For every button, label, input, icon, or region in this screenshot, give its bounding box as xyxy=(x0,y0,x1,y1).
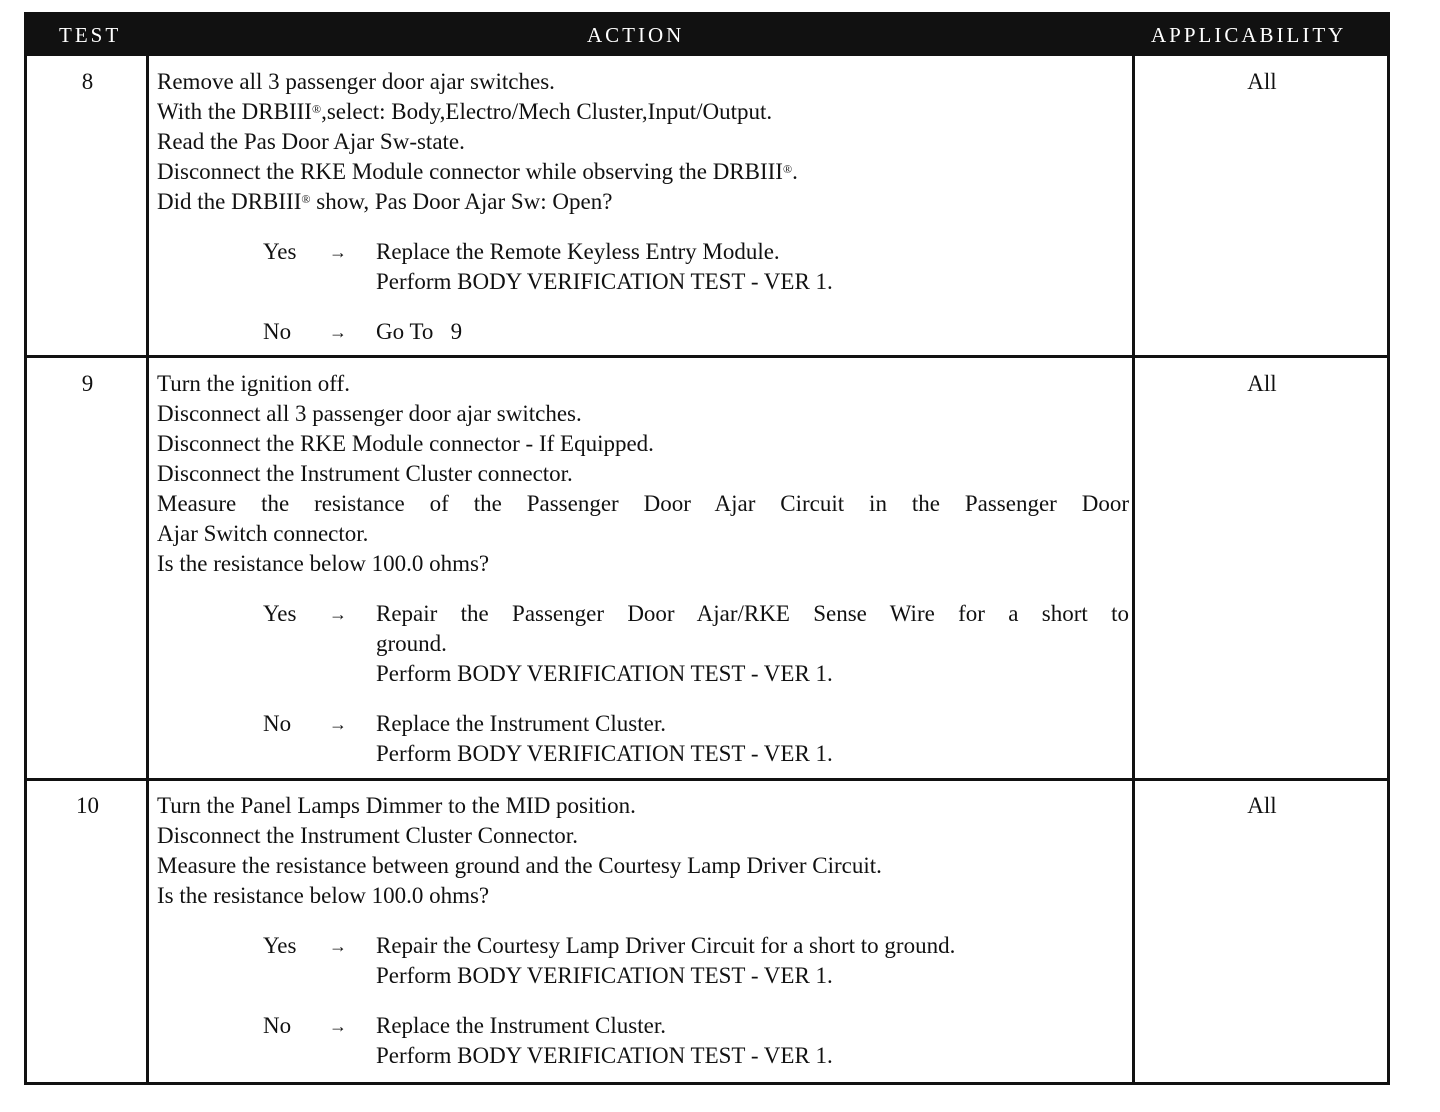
yes-label: Yes xyxy=(263,239,297,264)
test-number: 10 xyxy=(76,793,99,818)
right-arrow-icon: → xyxy=(329,1016,347,1036)
registered-mark: ® xyxy=(311,102,322,116)
action-step: Turn the Panel Lamps Dimmer to the MID position. xyxy=(157,793,636,818)
action-step: Turn the ignition off. xyxy=(157,371,350,396)
no-result-line: Replace the Instrument Cluster. xyxy=(376,711,666,736)
header-test: TEST xyxy=(59,23,122,47)
action-cell xyxy=(157,791,1129,1071)
header-applicability: APPLICABILITY xyxy=(1151,23,1347,47)
applicability-value: All xyxy=(1247,69,1277,94)
yes-branch xyxy=(157,931,1129,991)
action-step: Measure the resistance of the Passenger Door Ajar Circuit in the Passenger Door xyxy=(157,491,1129,516)
test-number: 9 xyxy=(81,371,94,396)
action-step: Disconnect the Instrument Cluster Connector. xyxy=(157,823,578,848)
action-step: Remove all 3 passenger door ajar switches. xyxy=(157,69,555,94)
row-divider-10 xyxy=(27,778,1387,781)
yes-result-line: Perform BODY VERIFICATION TEST - VER 1. xyxy=(376,963,833,988)
right-arrow-icon: → xyxy=(329,242,347,262)
yes-result-line: Perform BODY VERIFICATION TEST - VER 1. xyxy=(376,269,833,294)
registered-mark: ® xyxy=(301,192,311,206)
no-label: No xyxy=(263,319,292,344)
yes-branch xyxy=(157,599,1129,689)
right-arrow-icon: → xyxy=(329,604,347,624)
yes-label: Yes xyxy=(263,601,297,626)
column-divider-applicability xyxy=(1132,56,1135,1082)
registered-mark: ® xyxy=(782,162,793,176)
no-result-line: Perform BODY VERIFICATION TEST - VER 1. xyxy=(376,741,833,766)
action-step: Ajar Switch connector. xyxy=(157,521,369,546)
action-step: Disconnect the RKE Module connector while observing the DRBIII®. xyxy=(157,159,798,184)
yes-branch xyxy=(157,237,1129,297)
row-divider-9 xyxy=(27,355,1387,358)
no-branch xyxy=(157,317,1129,347)
yes-result-line: ground. xyxy=(376,631,447,656)
action-step: Read the Pas Door Ajar Sw-state. xyxy=(157,129,465,154)
no-result-line: Replace the Instrument Cluster. xyxy=(376,1013,666,1038)
applicability-value: All xyxy=(1247,793,1277,818)
test-number: 8 xyxy=(81,69,94,94)
action-cell xyxy=(157,67,1129,347)
action-step: Is the resistance below 100.0 ohms? xyxy=(157,883,490,908)
applicability-value: All xyxy=(1247,371,1277,396)
action-step: With the DRBIII®,select: Body,Electro/Mech Cluster,Input/Output. xyxy=(157,99,773,124)
action-step: Is the resistance below 100.0 ohms? xyxy=(157,551,490,576)
action-step: Measure the resistance between ground and the Courtesy Lamp Driver Circuit. xyxy=(157,853,882,878)
column-divider-test xyxy=(146,56,149,1082)
no-label: No xyxy=(263,1013,292,1038)
no-branch xyxy=(157,1011,1129,1071)
yes-result-line: Repair the Courtesy Lamp Driver Circuit for a short to ground. xyxy=(376,933,956,958)
yes-label: Yes xyxy=(263,933,297,958)
right-arrow-icon: → xyxy=(329,936,347,956)
diagnostic-table xyxy=(24,12,1390,1085)
header-action: ACTION xyxy=(587,23,685,47)
action-step: Disconnect all 3 passenger door ajar switches. xyxy=(157,401,582,426)
action-cell xyxy=(157,369,1129,769)
yes-result-line: Perform BODY VERIFICATION TEST - VER 1. xyxy=(376,661,833,686)
no-result-line: Perform BODY VERIFICATION TEST - VER 1. xyxy=(376,1043,833,1068)
yes-result-line: Repair the Passenger Door Ajar/RKE Sense Wire for a short to xyxy=(376,601,1129,626)
action-step: Disconnect the Instrument Cluster connector. xyxy=(157,461,573,486)
no-label: No xyxy=(263,711,292,736)
right-arrow-icon: → xyxy=(329,714,347,734)
yes-result-line: Replace the Remote Keyless Entry Module. xyxy=(376,239,780,264)
no-result-line: Go To 9 xyxy=(376,319,463,344)
action-step: Disconnect the RKE Module connector - If Equipped. xyxy=(157,431,654,456)
table-header xyxy=(27,15,1387,56)
no-branch xyxy=(157,709,1129,769)
right-arrow-icon: → xyxy=(329,322,347,342)
action-step: Did the DRBIII® show, Pas Door Ajar Sw: Open? xyxy=(157,189,613,214)
